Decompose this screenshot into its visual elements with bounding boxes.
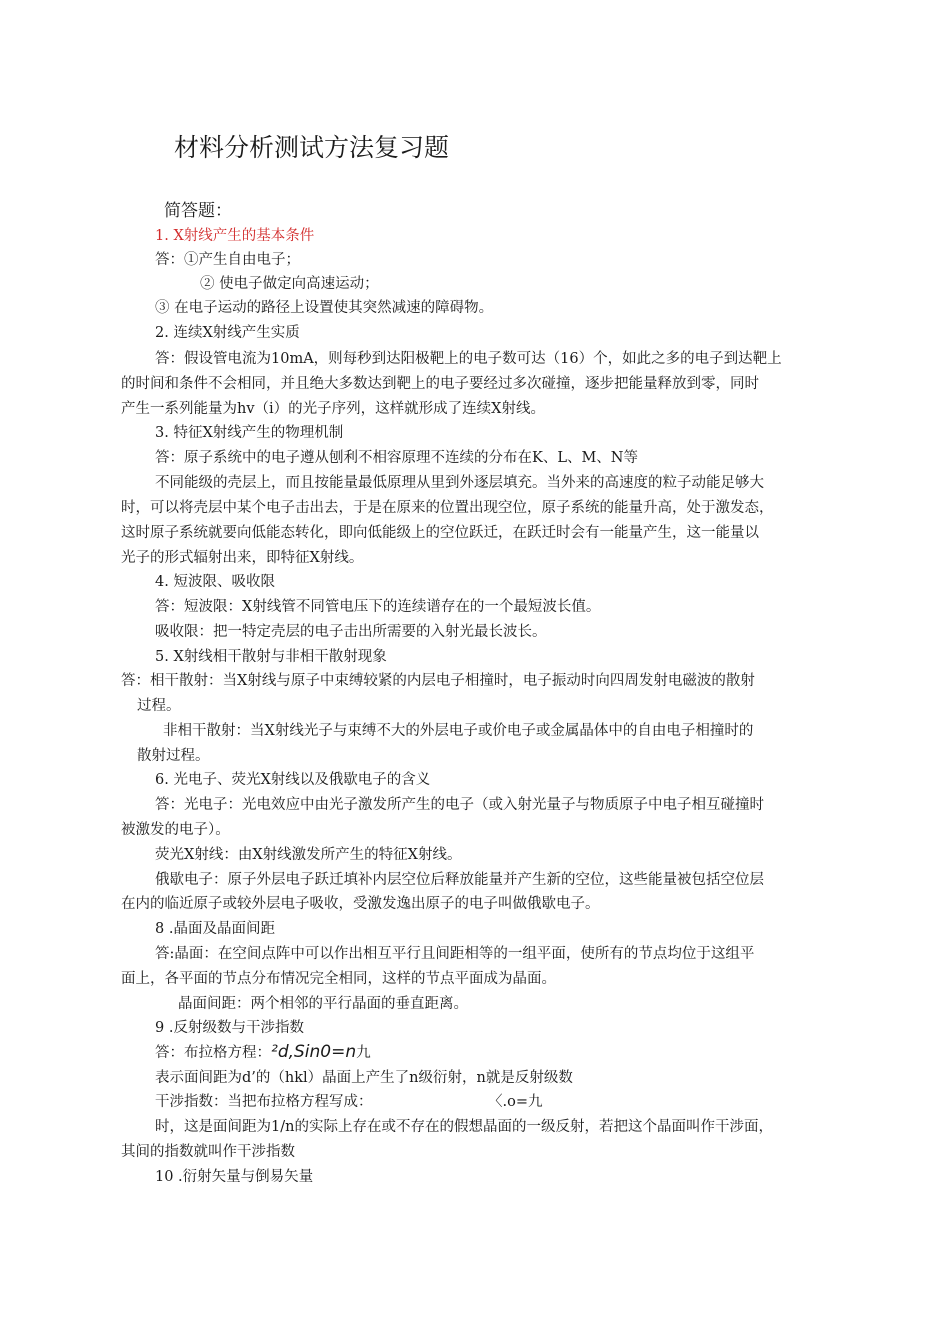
answer-line: 非相干散射：当X射线光子与束缚不大的外层电子或价电子或金属晶体中的自由电子相撞时的 <box>163 723 754 739</box>
answer-line: 俄歇电子：原子外层电子跃迁填补内层空位后释放能量并产生新的空位，这些能量被包括空位层 <box>155 872 764 888</box>
answer-prefix: 答：布拉格方程： <box>155 1045 271 1061</box>
question-6: 6. 光电子、荧光X射线以及俄歇电子的含义 <box>155 772 431 788</box>
answer-line: 时，可以将壳层中某个电子击出去，于是在原来的位置出现空位，原子系统的能量升高，处于激发态， <box>121 500 774 516</box>
question-3: 3. 特征X射线产生的物理机制 <box>155 425 344 441</box>
answer-line: 晶面间距：两个相邻的平行晶面的垂直距离。 <box>178 996 468 1012</box>
question-2: 2. 连续X射线产生实质 <box>155 325 300 341</box>
question-8: 8 .晶面及晶面间距 <box>155 921 275 937</box>
answer-line: 答：相干散射：当X射线与原子中束缚较紧的内层电子相撞时，电子振动时向四周发射电磁波的散射 <box>121 673 755 689</box>
page-title: 材料分析测试方法复习题 <box>174 133 450 162</box>
question-5: 5. X射线相干散射与非相干散射现象 <box>155 649 387 665</box>
answer-line: 产生一系列能量为hv（i）的光子序列，这样就形成了连续X射线。 <box>121 401 545 417</box>
bragg-equation-line <box>155 1043 371 1062</box>
answer-line: 答：原子系统中的电子遵从刨利不相容原理不连续的分布在K、L、M、N等 <box>155 450 638 466</box>
question-4: 4. 短波限、吸收限 <box>155 574 275 590</box>
question-1: 1. X射线产生的基本条件 <box>155 228 315 244</box>
answer-line: 光子的形式辐射出来，即特征X射线。 <box>121 550 364 566</box>
answer-line: 散射过程。 <box>137 748 210 764</box>
answer-line: 在内的临近原子或较外层电子吸收，受激发逸出原子的电子叫做俄歇电子。 <box>121 896 600 912</box>
question-10: 10 .衍射矢量与倒易矢量 <box>155 1169 314 1185</box>
section-heading: 简答题： <box>164 201 232 221</box>
answer-line: 答:晶面：在空间点阵中可以作出相互平行且间距相等的一组平面，使所有的节点均位于这组平 <box>155 946 755 962</box>
answer-line: 被激发的电子）。 <box>121 822 230 838</box>
answer-line: 其间的指数就叫作干涉指数 <box>121 1144 295 1160</box>
answer-line: 答：①产生自由电子； <box>155 252 300 268</box>
equation-suffix: 九 <box>356 1045 371 1061</box>
question-9: 9 .反射级数与干涉指数 <box>155 1020 304 1036</box>
interference-equation: 〈.o=九 <box>488 1094 543 1110</box>
answer-line: 答：假设管电流为10mA，则每秒到达阳极靶上的电子数可达（16）个，如此之多的电子到达靶上 <box>155 351 782 367</box>
answer-line: 时，这是面间距为1/n的实际上存在或不存在的假想晶面的一级反射，若把这个晶面叫作干涉面， <box>155 1119 773 1135</box>
bragg-equation: ²d,Sin0=n <box>271 1042 357 1062</box>
answer-line: 荧光X射线：由X射线激发所产生的特征X射线。 <box>155 847 462 863</box>
answer-line: 答：光电子：光电效应中由光子激发所产生的电子（或入射光量子与物质原子中电子相互碰撞时 <box>155 797 764 813</box>
answer-line: 面上，各平面的节点分布情况完全相同，这样的节点平面成为晶面。 <box>121 971 556 987</box>
answer-line: 表示面间距为d’的（hkl）晶面上产生了n级衍射，n就是反射级数 <box>155 1070 573 1086</box>
answer-line: 干涉指数：当把布拉格方程写成： <box>155 1094 373 1110</box>
answer-line: 的时间和条件不会相同，并且绝大多数达到靶上的电子要经过多次碰撞，逐步把能量释放到零，同时 <box>121 376 759 392</box>
answer-line: 过程。 <box>137 698 181 714</box>
answer-line: 不同能级的壳层上，而且按能量最低原理从里到外逐层填充。当外来的高速度的粒子动能足够大 <box>155 475 764 491</box>
answer-line: ③ 在电子运动的路径上设置使其突然减速的障碍物。 <box>155 300 494 316</box>
answer-line: 答：短波限：X射线管不同管电压下的连续谱存在的一个最短波长值。 <box>155 599 601 615</box>
answer-line: 这时原子系统就要向低能态转化，即向低能级上的空位跃迁，在跃迁时会有一能量产生，这一能量以 <box>121 525 759 541</box>
answer-line: ② 使电子做定向高速运动； <box>200 276 379 292</box>
answer-line: 吸收限：把一特定壳层的电子击出所需要的入射光最长波长。 <box>155 624 547 640</box>
